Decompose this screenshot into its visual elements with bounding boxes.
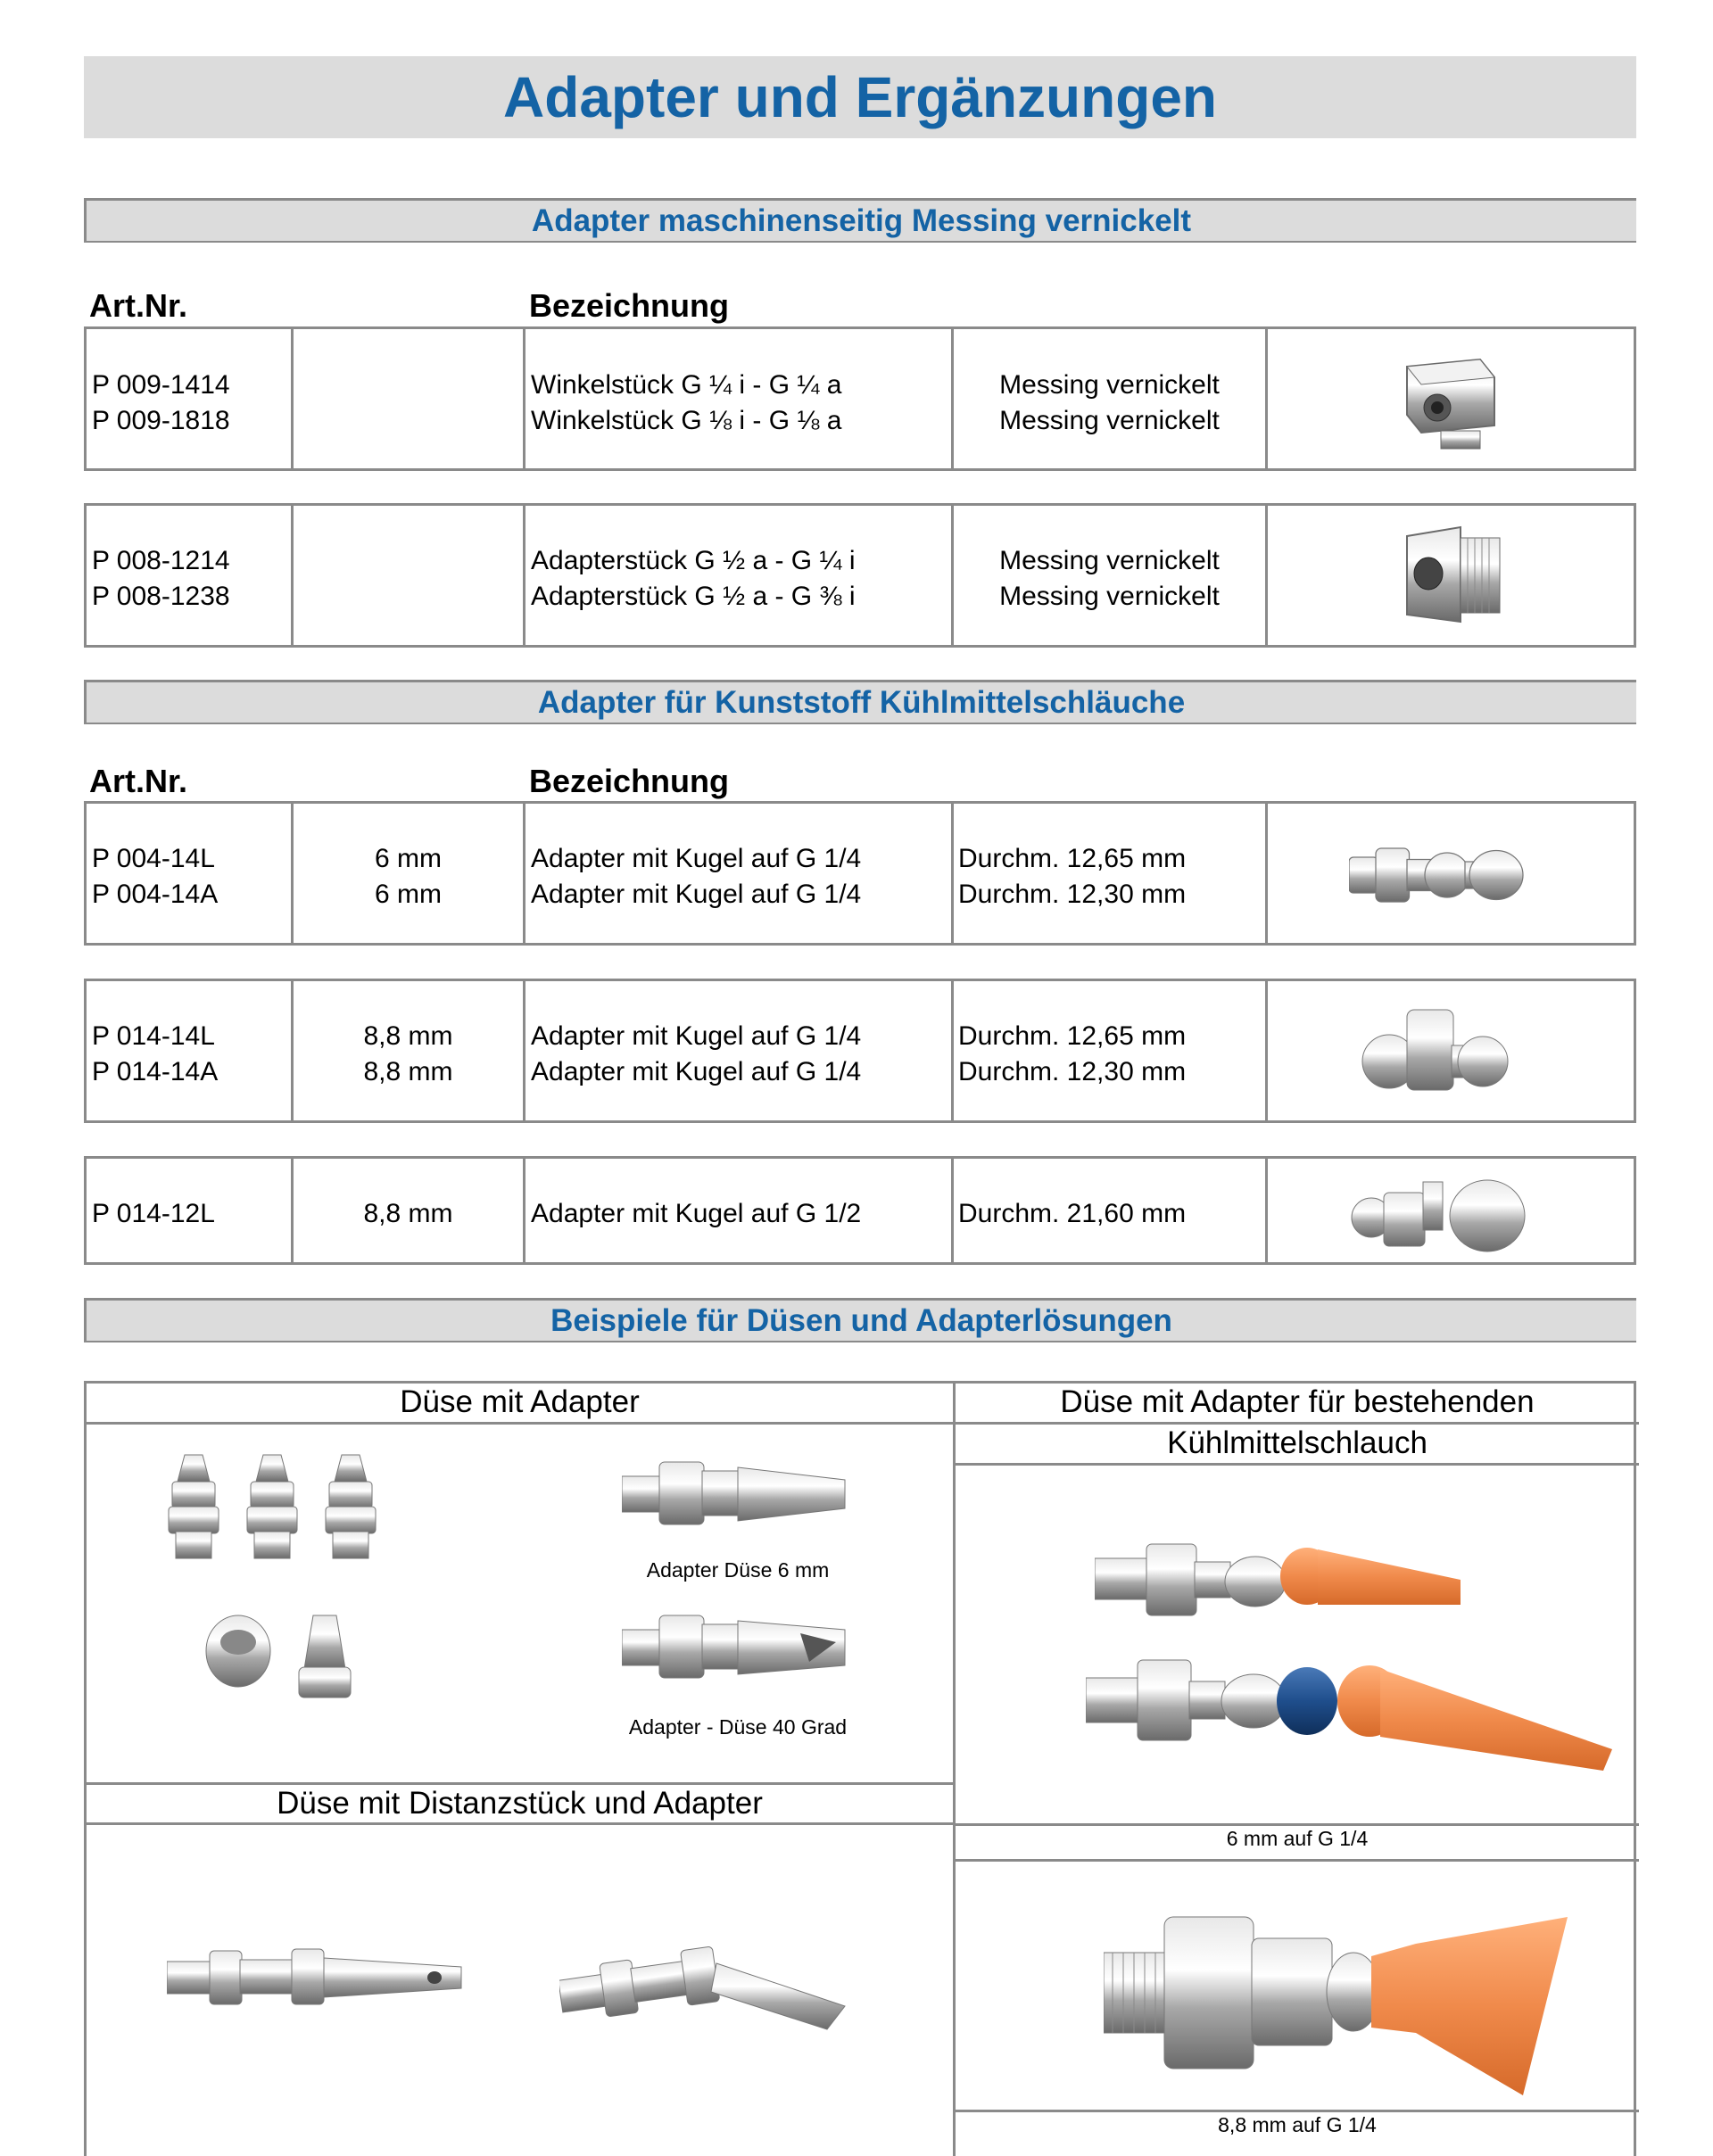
artnr: P 004-14L xyxy=(92,844,215,873)
artnr: P 014-14L xyxy=(92,1021,215,1051)
section-title: Beispiele für Düsen und Adapterlösungen xyxy=(550,1303,1172,1338)
image-caption: 6 mm auf G 1/4 xyxy=(1226,1827,1369,1850)
example-heading: Kühlmittelschlauch xyxy=(1167,1425,1428,1460)
nozzle-parts-image xyxy=(203,1607,381,1705)
distance-adapter-angled-image xyxy=(559,1919,881,2035)
image-caption: Adapter Düse 6 mm xyxy=(646,1558,830,1582)
description: Adapter mit Kugel auf G 1/4 xyxy=(531,844,862,873)
description: Adapter mit Kugel auf G 1/4 xyxy=(531,1057,862,1086)
section-title: Adapter für Kunststoff Kühlmittelschläuche xyxy=(537,685,1186,720)
section-header-3 xyxy=(84,1298,1636,1342)
hose-nozzle-flat-image xyxy=(1104,1881,1585,2104)
distance-adapter-image xyxy=(167,1937,470,2017)
artnr: P 009-1818 xyxy=(92,406,230,435)
product-group xyxy=(84,1156,1636,1265)
section-header-2 xyxy=(84,680,1636,724)
diameter: Durchm. 12,65 mm xyxy=(958,844,1187,873)
adapter-nozzle-40-image xyxy=(622,1607,854,1687)
product-group xyxy=(84,503,1636,648)
size: 8,8 mm xyxy=(363,1199,453,1228)
artnr: P 014-14A xyxy=(92,1057,219,1086)
angle-fitting-image xyxy=(1371,347,1514,454)
material: Messing vernickelt xyxy=(999,406,1220,435)
product-group xyxy=(84,801,1636,946)
description: Adapter mit Kugel auf G 1/4 xyxy=(531,1021,862,1051)
image-caption: 8,8 mm auf G 1/4 xyxy=(1218,2113,1377,2136)
image-caption: Adapter - Düse 40 Grad xyxy=(628,1715,848,1739)
col-artnr: Art.Nr. xyxy=(89,287,188,324)
artnr: P 009-1414 xyxy=(92,370,230,400)
size: 8,8 mm xyxy=(363,1021,453,1051)
example-heading: Düse mit Adapter xyxy=(400,1384,640,1419)
material: Messing vernickelt xyxy=(999,370,1220,400)
examples-grid xyxy=(84,1381,1636,2156)
description: Adapterstück G ½ a - G ⅜ i xyxy=(531,582,856,611)
artnr: P 004-14A xyxy=(92,880,219,909)
col-bezeichnung: Bezeichnung xyxy=(529,287,730,324)
page-title: Adapter und Ergänzungen xyxy=(503,65,1217,129)
adapter-nozzle-6mm-image xyxy=(622,1453,854,1533)
diameter: Durchm. 12,30 mm xyxy=(958,1057,1187,1086)
description: Winkelstück G ¼ i - G ¼ a xyxy=(531,370,842,400)
example-heading: Düse mit Distanzstück und Adapter xyxy=(277,1786,763,1821)
section-header-1 xyxy=(84,198,1636,243)
diameter: Durchm. 21,60 mm xyxy=(958,1199,1187,1228)
hose-nozzle-image xyxy=(1095,1535,1469,1624)
diameter: Durchm. 12,30 mm xyxy=(958,880,1187,909)
product-group xyxy=(84,979,1636,1123)
artnr: P 008-1238 xyxy=(92,582,230,611)
title-band xyxy=(84,56,1636,138)
description: Winkelstück G ⅛ i - G ⅛ a xyxy=(531,406,842,435)
reducer-fitting-image xyxy=(1371,518,1514,634)
description: Adapterstück G ½ a - G ¼ i xyxy=(531,546,856,575)
diameter: Durchm. 12,65 mm xyxy=(958,1021,1187,1051)
description: Adapter mit Kugel auf G 1/2 xyxy=(531,1199,862,1228)
ball-adapter-image xyxy=(1349,839,1527,911)
material: Messing vernickelt xyxy=(999,546,1220,575)
artnr: P 008-1214 xyxy=(92,546,230,575)
example-heading: Düse mit Adapter für bestehenden xyxy=(1060,1384,1535,1419)
artnr: P 014-12L xyxy=(92,1199,215,1228)
size: 6 mm xyxy=(375,844,442,873)
ball-adapter-image xyxy=(1353,999,1514,1106)
ball-adapter-image xyxy=(1345,1166,1532,1260)
size: 8,8 mm xyxy=(363,1057,453,1086)
material: Messing vernickelt xyxy=(999,582,1220,611)
size: 6 mm xyxy=(375,880,442,909)
col-bezeichnung: Bezeichnung xyxy=(529,763,730,799)
col-artnr: Art.Nr. xyxy=(89,763,188,799)
section-title: Adapter maschinenseitig Messing vernickelt xyxy=(531,203,1192,238)
hose-nozzle-blue-image xyxy=(1086,1651,1630,1776)
product-group xyxy=(84,326,1636,471)
description: Adapter mit Kugel auf G 1/4 xyxy=(531,880,862,909)
nozzle-set-image xyxy=(167,1446,399,1571)
